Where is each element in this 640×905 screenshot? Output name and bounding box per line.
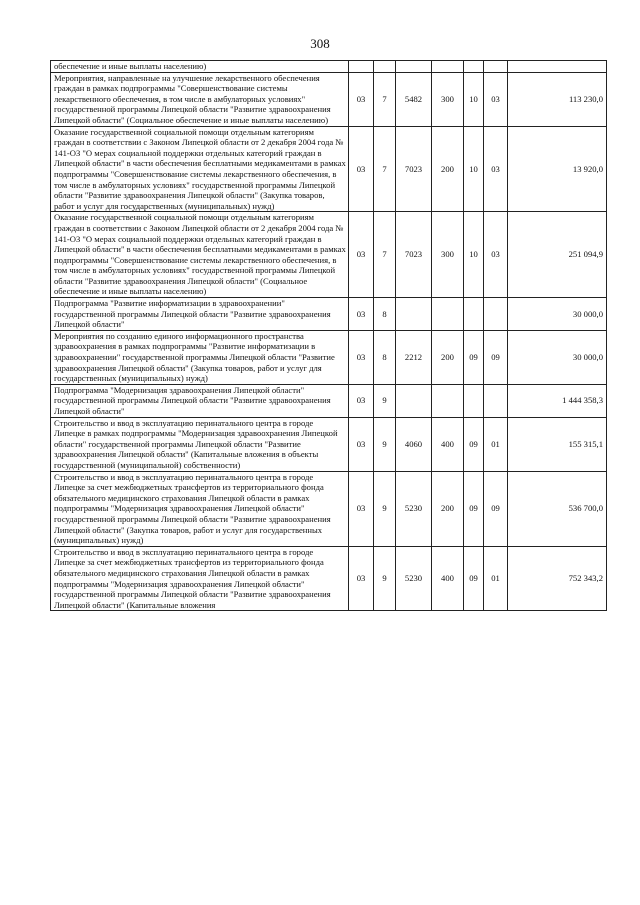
row-code-4: 200	[432, 126, 464, 212]
budget-table	[50, 60, 607, 611]
row-code-6: 03	[484, 72, 508, 126]
row-code-5	[464, 61, 484, 73]
row-description: Строительство и ввод в эксплуатацию перинатального центра в городе Липецке в рамках подпрограммы "Модернизация здравоохранения Липецкой области" государственной программы Липецкой области "Развитие здравоохранения Липецкой области" (Капитальные вложения в объекты государственной (муниципальной) собственности)	[51, 417, 349, 471]
row-description: Оказание государственной социальной помощи отдельным категориям граждан в соответствии с Законом Липецкой области от 2 декабря 2004 года № 141-ОЗ "О мерах социальной поддержки отдельных категорий граждан в Липецкой области" в части обеспечения бесплатными медикаментами в рамках подпрограммы "Совершенствование системы лекарственного обеспечения, в том числе в амбулаторных условиях" государственной программы Липецкой области "Развитие здравоохранения Липецкой области" (Социальное обеспечение и иные выплаты населению)	[51, 212, 349, 298]
row-code-5	[464, 298, 484, 331]
table-row	[51, 298, 607, 331]
row-description: Подпрограмма "Модернизация здравоохранения Липецкой области" государственной программы Липецкой области "Развитие здравоохранения Липецкой области"	[51, 384, 349, 417]
row-code-5: 10	[464, 212, 484, 298]
row-code-6	[484, 298, 508, 331]
row-code-6: 01	[484, 546, 508, 611]
row-code-2: 7	[374, 212, 396, 298]
row-code-2: 9	[374, 546, 396, 611]
row-code-4: 400	[432, 546, 464, 611]
row-code-4: 400	[432, 417, 464, 471]
row-code-2: 9	[374, 471, 396, 546]
row-description: Строительство и ввод в эксплуатацию перинатального центра в городе Липецке за счет межбюджетных трансфертов из территориального фонда обязательного медицинского страхования Липецкой области в рамках подпрограммы "Модернизация здравоохранения Липецкой области" государственной программы Липецкой области "Развитие здравоохранения Липецкой области" (Закупка товаров, работ и услуг для государственных (муниципальных) нужд)	[51, 471, 349, 546]
row-code-1: 03	[349, 384, 374, 417]
row-amount: 30 000,0	[508, 298, 607, 331]
row-code-1: 03	[349, 298, 374, 331]
row-description: Строительство и ввод в эксплуатацию перинатального центра в городе Липецке за счет межбюджетных трансфертов из территориального фонда обязательного медицинского страхования Липецкой области в рамках подпрограммы "Модернизация здравоохранения Липецкой области" государственной программы Липецкой области "Развитие здравоохранения Липецкой области" (Капитальные вложения	[51, 546, 349, 611]
row-code-5: 09	[464, 330, 484, 384]
table-row	[51, 330, 607, 384]
row-code-4: 300	[432, 212, 464, 298]
table-row	[51, 546, 607, 611]
row-code-1: 03	[349, 212, 374, 298]
row-code-2	[374, 61, 396, 73]
row-code-1	[349, 61, 374, 73]
row-code-6: 09	[484, 330, 508, 384]
row-code-5: 09	[464, 417, 484, 471]
row-code-4	[432, 298, 464, 331]
row-amount	[508, 61, 607, 73]
table-row	[51, 384, 607, 417]
row-code-5: 09	[464, 546, 484, 611]
row-amount: 13 920,0	[508, 126, 607, 212]
row-code-5	[464, 384, 484, 417]
row-code-2: 8	[374, 298, 396, 331]
table-row	[51, 72, 607, 126]
row-code-1: 03	[349, 471, 374, 546]
row-code-3: 5230	[396, 471, 432, 546]
row-amount: 251 094,9	[508, 212, 607, 298]
row-code-4: 300	[432, 72, 464, 126]
row-code-5: 10	[464, 126, 484, 212]
row-code-1: 03	[349, 126, 374, 212]
row-amount: 155 315,1	[508, 417, 607, 471]
row-code-1: 03	[349, 72, 374, 126]
row-code-4: 200	[432, 471, 464, 546]
row-description: Мероприятия, направленные на улучшение лекарственного обеспечения граждан в рамках подпрограммы "Совершенствование системы лекарственного обеспечения, в том числе в амбулаторных условиях" государственной программы Липецкой области "Развитие здравоохранения Липецкой области" (Социальное обеспечение и иные выплаты населению)	[51, 72, 349, 126]
row-code-6: 03	[484, 212, 508, 298]
row-amount: 113 230,0	[508, 72, 607, 126]
row-code-2: 8	[374, 330, 396, 384]
table-row	[51, 417, 607, 471]
row-code-3: 2212	[396, 330, 432, 384]
row-amount: 536 700,0	[508, 471, 607, 546]
row-code-1: 03	[349, 417, 374, 471]
row-code-2: 7	[374, 72, 396, 126]
row-code-5: 10	[464, 72, 484, 126]
table-row	[51, 471, 607, 546]
row-code-3: 7023	[396, 126, 432, 212]
row-amount: 752 343,2	[508, 546, 607, 611]
row-code-1: 03	[349, 546, 374, 611]
table-row	[51, 126, 607, 212]
row-code-6: 01	[484, 417, 508, 471]
row-description: Оказание государственной социальной помощи отдельным категориям граждан в соответствии с Законом Липецкой области от 2 декабря 2004 года № 141-ОЗ "О мерах социальной поддержки отдельных категорий граждан в Липецкой области" в части обеспечения бесплатными медикаментами в рамках подпрограммы "Совершенствование системы лекарственного обеспечения, в том числе в амбулаторных условиях" государственной программы Липецкой области "Развитие здравоохранения Липецкой области" (Закупка товаров, работ и услуг для государственных (муниципальных) нужд)	[51, 126, 349, 212]
row-code-3	[396, 384, 432, 417]
row-code-3: 5482	[396, 72, 432, 126]
row-code-6: 03	[484, 126, 508, 212]
page-number: 308	[310, 36, 330, 51]
row-code-3: 7023	[396, 212, 432, 298]
row-code-4	[432, 384, 464, 417]
row-amount: 30 000,0	[508, 330, 607, 384]
row-code-3	[396, 298, 432, 331]
table-row	[51, 61, 607, 73]
row-code-1: 03	[349, 330, 374, 384]
row-code-5: 09	[464, 471, 484, 546]
row-code-3: 4060	[396, 417, 432, 471]
row-code-3	[396, 61, 432, 73]
row-code-2: 9	[374, 417, 396, 471]
row-code-4	[432, 61, 464, 73]
row-description: Подпрограмма "Развитие информатизации в здравоохранении" государственной программы Липецкой области "Развитие здравоохранения Липецкой области"	[51, 298, 349, 331]
row-code-4: 200	[432, 330, 464, 384]
row-amount: 1 444 358,3	[508, 384, 607, 417]
row-code-2: 9	[374, 384, 396, 417]
row-code-3: 5230	[396, 546, 432, 611]
row-description: Мероприятия по созданию единого информационного пространства здравоохранения в рамках подпрограммы "Развитие информатизации в здравоохранении" государственной программы Липецкой области "Развитие здравоохранения Липецкой области" (Закупка товаров, работ и услуг для государственных (муниципальных) нужд)	[51, 330, 349, 384]
table-row	[51, 212, 607, 298]
row-code-6: 09	[484, 471, 508, 546]
row-description: обеспечение и иные выплаты населению)	[51, 61, 349, 73]
row-code-6	[484, 384, 508, 417]
row-code-2: 7	[374, 126, 396, 212]
row-code-6	[484, 61, 508, 73]
